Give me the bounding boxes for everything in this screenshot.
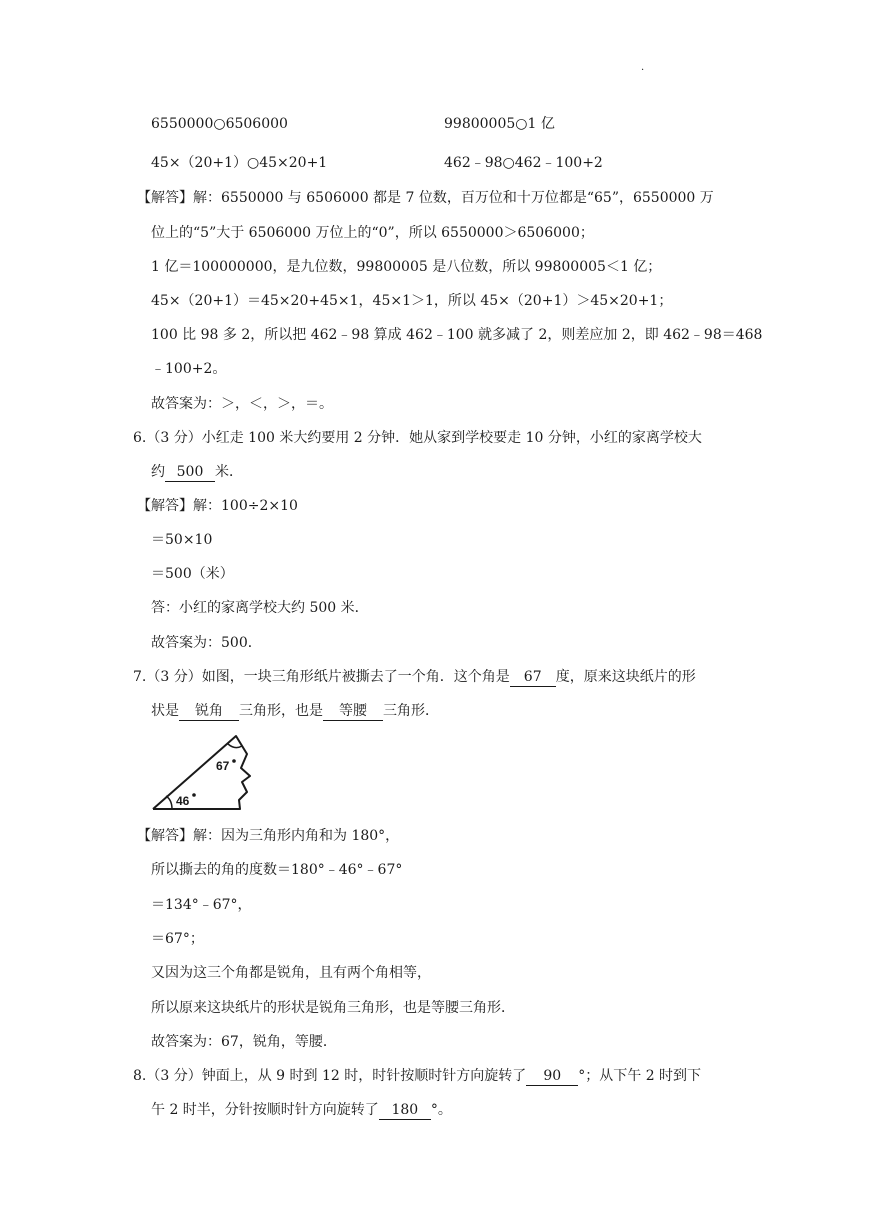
q6-answer-blank: 500 (165, 463, 215, 482)
q7-solution-line: 【解答】解：因为三角形内角和为 180°， (137, 828, 400, 844)
compare-r1c1: 6550000○6506000 (151, 116, 288, 132)
q7-answer-blank-2: 锐角 (179, 702, 239, 721)
angle-arc-top (228, 744, 242, 748)
q7-solution-line: ＝67°； (151, 931, 204, 947)
angle-label-top: 67 (216, 759, 230, 773)
q7-answer-blank-3: 等腰 (323, 702, 383, 721)
header-dot: . (641, 62, 645, 73)
q7-solution-line: 又因为这三个角都是锐角，且有两个角相等， (151, 965, 431, 981)
q8-text: °。 (430, 1102, 452, 1118)
q7-question-line2 (151, 701, 439, 721)
q8-question-line2 (151, 1100, 452, 1120)
q5-solution-line: 45×（20+1）＝45×20+45×1，45×1＞1，所以 45×（20+1）＞45×20+1； (151, 293, 673, 309)
q5-solution-line: 1 亿＝100000000，是九位数，99800005 是八位数，所以 99800005＜1 亿； (151, 259, 662, 275)
compare-r2c2: 462﹣98○462﹣100+2 (444, 155, 603, 171)
q7-solution-line: 所以原来这块纸片的形状是锐角三角形，也是等腰三角形． (151, 1000, 515, 1016)
q5-solution-line: 100 比 98 多 2，所以把 462﹣98 算成 462﹣100 就多减了 2，则差应加 2，即 462﹣98＝468 (151, 327, 763, 343)
q7-solution-line: 所以撕去的角的度数＝180°﹣46°﹣67° (151, 862, 403, 878)
q6-question-line1: 6.（3 分）小红走 100 米大约要用 2 分钟．她从家到学校要走 10 分钟，小红的家离学校大 (133, 430, 702, 446)
q8-question-line1 (133, 1066, 701, 1086)
compare-r1c2: 99800005○1 亿 (444, 116, 555, 132)
degree-dot (192, 793, 196, 797)
q7-text: 三角形． (383, 703, 439, 719)
q6-question-line2 (151, 462, 243, 482)
q8-text: 8.（3 分）钟面上，从 9 时到 12 时，时针按顺时针方向旋转了 (133, 1068, 527, 1084)
q7-text: 度，原来这块纸片的形 (555, 669, 696, 685)
q7-text: 状是 (151, 703, 179, 719)
q8-answer-blank-2: 180 (379, 1101, 431, 1120)
q8-answer-blank-1: 90 (526, 1067, 578, 1086)
q5-answer-line: 故答案为：＞，＜，＞，＝。 (151, 396, 333, 412)
q6-solution-line: ＝500（米） (151, 566, 234, 582)
q6-solution-line: 【解答】解：100÷2×10 (137, 498, 298, 514)
q5-solution-line: 【解答】解：6550000 与 6506000 都是 7 位数，百万位和十万位都是“65”，6550000 万 (137, 190, 714, 206)
q7-answer-line: 故答案为：67，锐角，等腰． (151, 1034, 337, 1050)
q7-text: 7.（3 分）如图，一块三角形纸片被撕去了一个角．这个角是 (133, 669, 510, 685)
degree-dot (232, 759, 236, 763)
q7-answer-blank-1: 67 (510, 668, 556, 687)
q5-solution-line: ﹣100+2。 (151, 361, 227, 377)
q7-question-line1 (133, 667, 696, 687)
q8-text: °；从下午 2 时到下 (578, 1068, 702, 1084)
q6-text: 约 (151, 464, 165, 480)
q8-text: 午 2 时半，分针按顺时针方向旋转了 (151, 1102, 379, 1118)
q7-solution-line: ＝134°﹣67°， (151, 897, 252, 913)
q7-text: 三角形，也是 (239, 703, 323, 719)
q6-text: 米． (215, 464, 243, 480)
q5-solution-line: 位上的“5”大于 6506000 万位上的“0”，所以 6550000＞6506000； (151, 225, 594, 241)
q6-answer-line: 故答案为：500． (151, 635, 262, 651)
angle-label-left: 46 (176, 794, 190, 808)
torn-triangle-figure (150, 732, 256, 814)
compare-r2c1: 45×（20+1）○45×20+1 (151, 155, 328, 171)
q6-solution-line: 答：小红的家离学校大约 500 米． (151, 600, 369, 616)
q6-solution-line: ＝50×10 (151, 532, 213, 548)
